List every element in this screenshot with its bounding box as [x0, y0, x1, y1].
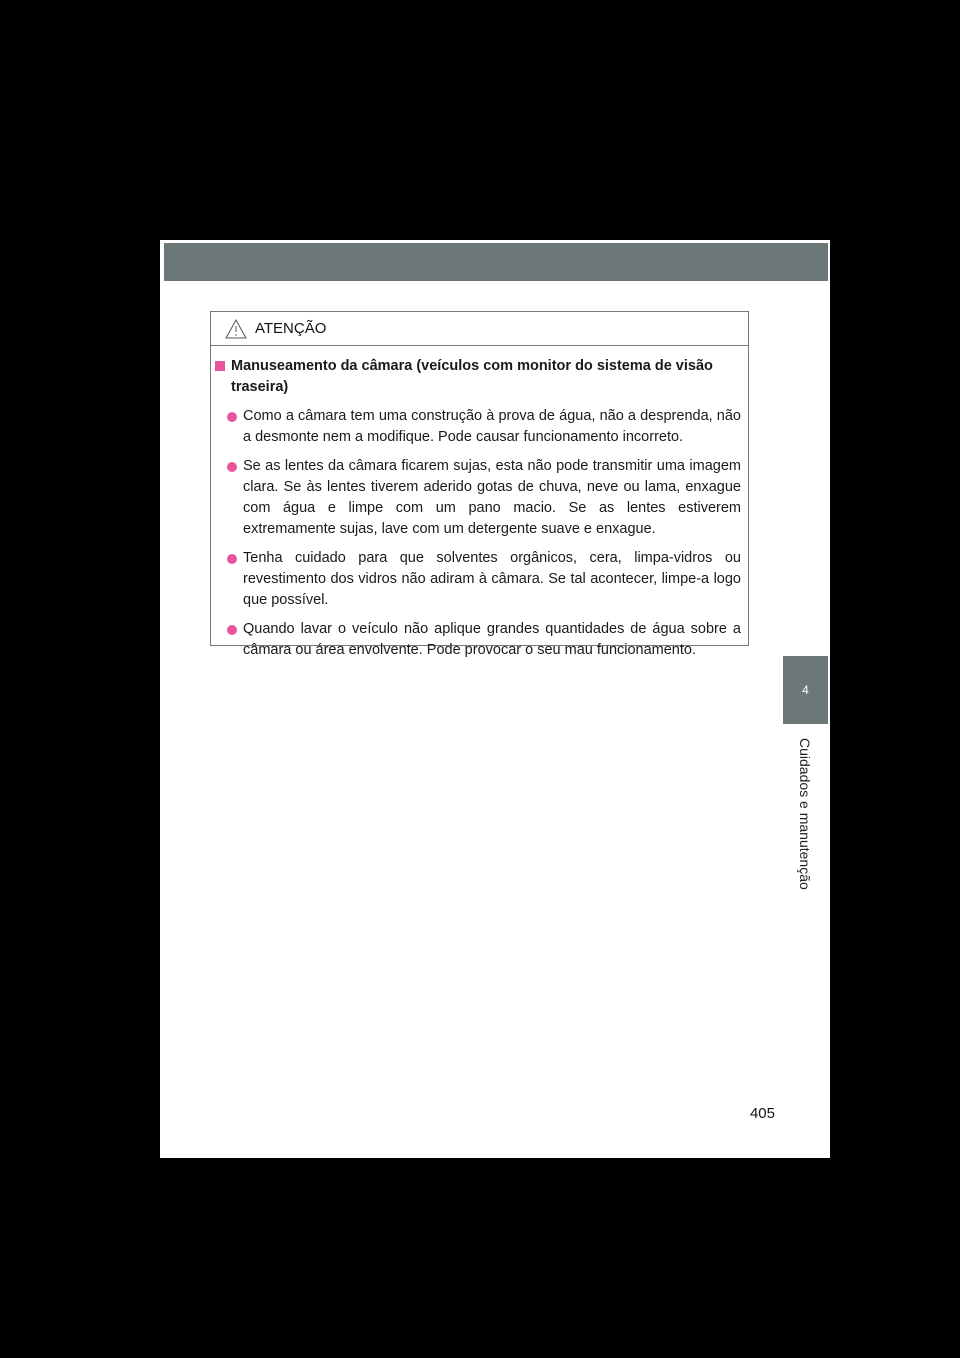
square-bullet-icon	[215, 361, 225, 371]
warning-triangle-icon	[225, 318, 247, 340]
list-item-text: Quando lavar o veículo não aplique grandes quantidades de água sobre a câmara ou área envolvente. Pode provocar o seu mau funcionamento.	[243, 621, 741, 658]
bullet-dot-icon	[227, 625, 237, 635]
warning-heading: ATENÇÃO	[255, 320, 327, 337]
chapter-title: Cuidados e manutenção	[797, 738, 813, 890]
list-item	[227, 548, 741, 611]
chapter-number: 4	[802, 683, 809, 697]
list-item	[227, 406, 741, 448]
bullet-dot-icon	[227, 554, 237, 564]
warning-header	[211, 312, 748, 346]
section-title-text: Manuseamento da câmara (veículos com monitor do sistema de visão traseira)	[231, 358, 713, 395]
section-title	[215, 356, 741, 398]
bullet-dot-icon	[227, 462, 237, 472]
warning-box	[210, 311, 749, 658]
list-item-text: Se as lentes da câmara ficarem sujas, esta não pode transmitir uma imagem clara. Se às lentes tiverem aderido gotas de chuva, neve ou lama, enxague com água e limpe com um pano macio. Se as lentes estiverem extremamente sujas, lave com um detergente suave e enxague.	[243, 458, 741, 537]
bullet-dot-icon	[227, 412, 237, 422]
list-item	[227, 456, 741, 540]
list-item-text: Como a câmara tem uma construção à prova de água, não a desprenda, não a desmonte nem a modifique. Pode causar funcionamento incorreto.	[243, 408, 741, 445]
page-header-bar	[164, 243, 828, 281]
chapter-tab	[783, 656, 828, 724]
page-number: 405	[749, 1105, 775, 1122]
list-item	[227, 619, 741, 661]
list-item-text: Tenha cuidado para que solventes orgânicos, cera, limpa-vidros ou revestimento dos vidros não adiram à câmara. Se tal acontecer, limpe-a logo que possível.	[243, 550, 741, 608]
